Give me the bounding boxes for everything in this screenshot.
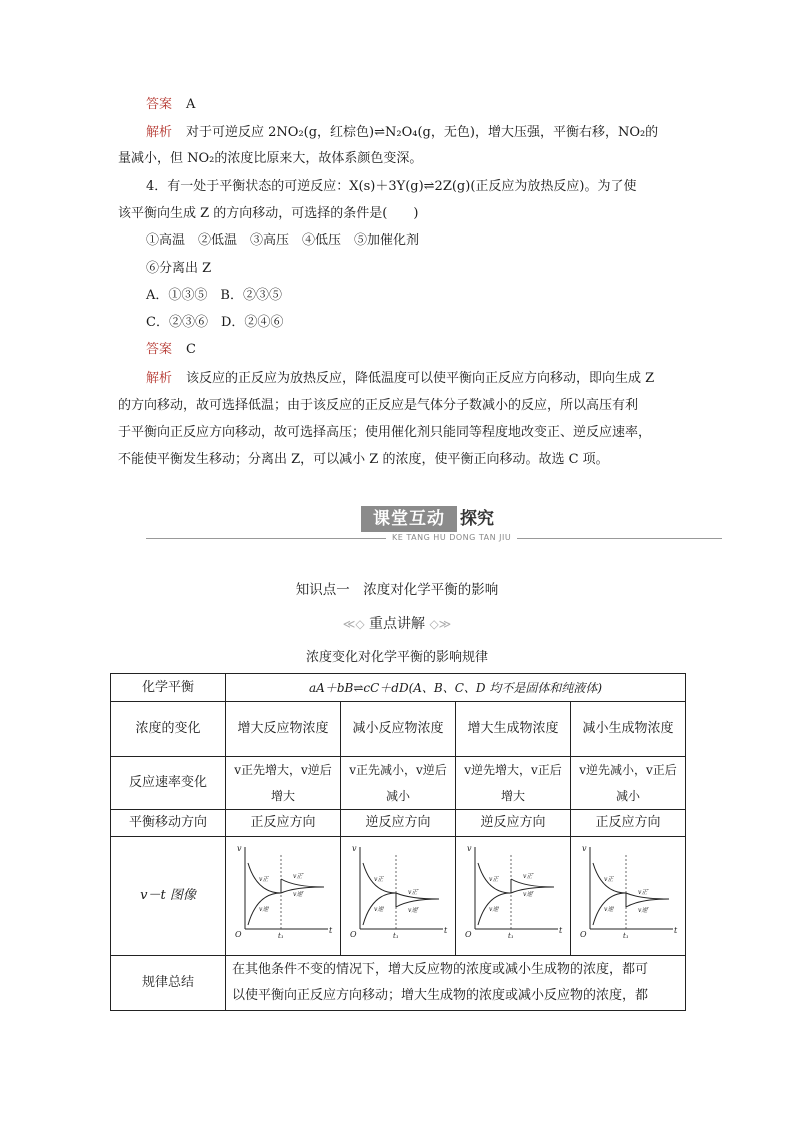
table-title: 浓度变化对化学平衡的影响规律	[305, 650, 488, 665]
row-header: v－t 图像	[111, 837, 226, 956]
row-header: 反应速率变化	[111, 757, 226, 810]
v-rev-prime-label: v逆′	[523, 891, 534, 898]
banner-rest: 探究	[460, 509, 494, 529]
summary-line-1: 在其他条件不变的情况下，增大反应物的浓度或减小生成物的浓度，都可	[232, 962, 649, 977]
table-cell: v逆先减小，v正后减小	[571, 757, 686, 810]
analysis2-text-1: 该反应的正反应为放热反应，降低温度可以使平衡向正反应方向移动，即向生成 Z	[186, 371, 655, 386]
question-text: 4．有一处于平衡状态的可逆反应：X(s)＋3Y(g)⇌2Z(g)(正反应为放热反应)。为了使	[146, 179, 637, 194]
v-fwd-prime-label: v正′	[408, 889, 419, 896]
jump-curve	[511, 879, 554, 887]
vt-graph	[578, 841, 678, 941]
v-fwd-prime-label: v正′	[523, 873, 534, 880]
v-axis-label: v	[582, 844, 587, 853]
jump-curve	[626, 899, 669, 907]
graph-cell	[456, 837, 571, 956]
origin-label: O	[350, 930, 357, 939]
answer-value-2: C	[186, 342, 196, 357]
v-axis-label: v	[352, 844, 357, 853]
t-axis-label: t	[674, 926, 678, 935]
answer-label-2: 答案	[146, 342, 173, 357]
answer-label: 答案	[146, 97, 173, 112]
table-cell: 增大生成物浓度	[456, 702, 571, 757]
table-cell: 正反应方向	[226, 810, 341, 837]
section-banner	[146, 504, 722, 546]
v-rev-label: v逆	[374, 906, 384, 913]
table-cell: 正反应方向	[571, 810, 686, 837]
graph-cell	[571, 837, 686, 956]
table-cell: 减小生成物浓度	[571, 702, 686, 757]
graph-cell	[226, 837, 341, 956]
analysis-line-2	[146, 366, 654, 392]
jump-curve	[281, 879, 324, 887]
v-fwd-label: v正	[489, 876, 499, 883]
summary-cell	[226, 956, 686, 1011]
subheading: ≪◇ 重点讲解 ◇≫	[342, 616, 452, 632]
vt-graph	[348, 841, 448, 941]
v-rev-prime-label: v逆′	[408, 907, 419, 914]
row-header: 化学平衡	[111, 674, 226, 702]
v-fwd-label: v正	[604, 876, 614, 883]
rule-table	[110, 673, 686, 1011]
banner-pinyin: KE TANG HU DONG TAN JIU	[386, 533, 517, 542]
origin-label: O	[235, 930, 242, 939]
v-fwd-prime-label: v正′	[293, 873, 304, 880]
v-fwd-label: v正	[374, 876, 384, 883]
t-axis-label: t	[559, 926, 563, 935]
vt-graph	[463, 841, 563, 941]
t-axis-label: t	[329, 926, 333, 935]
table-row	[111, 837, 686, 956]
jump-curve	[396, 899, 439, 907]
v-axis-label: v	[467, 844, 472, 853]
v-rev-prime-label: v逆′	[293, 891, 304, 898]
table-cell: v正先增大，v逆后增大	[226, 757, 341, 810]
v-rev-label: v逆	[604, 906, 614, 913]
table-cell: 逆反应方向	[456, 810, 571, 837]
table-cell: 增大反应物浓度	[226, 702, 341, 757]
table-row	[111, 956, 686, 1011]
origin-label: O	[465, 930, 472, 939]
summary-line-2: 以使平衡向正反应方向移动；增大生成物的浓度或减小反应物的浓度，都	[232, 988, 649, 1003]
table-cell: 减小反应物浓度	[341, 702, 456, 757]
row-header: 平衡移动方向	[111, 810, 226, 837]
banner-box: 课堂互动	[361, 506, 457, 532]
table-row	[111, 702, 686, 757]
table-cell: 逆反应方向	[341, 810, 456, 837]
answer-value: A	[186, 97, 196, 112]
v-fwd-label: v正	[259, 876, 269, 883]
answer-line-2	[146, 337, 196, 363]
equation-cell: aA＋bB⇌cC＋dD(A、B、C、D 均不是固体和纯液体)	[226, 674, 686, 702]
table-row	[111, 810, 686, 837]
analysis2-text-3: 于平衡向正反应方向移动，故可选择高压；使用催化剂只能同等程度地改变正、逆反应速率，	[118, 425, 652, 440]
v-axis-label: v	[237, 844, 242, 853]
table-row	[111, 757, 686, 810]
table-row	[111, 674, 686, 702]
v-rev-prime-label: v逆′	[638, 907, 649, 914]
analysis2-text-4: 不能使平衡发生移动；分离出 Z，可以减小 Z 的浓度，使平衡正向移动。故选 C 项。	[118, 452, 609, 467]
table-cell: v正先减小，v逆后减小	[341, 757, 456, 810]
vt-graph	[233, 841, 333, 941]
graph-cell	[341, 837, 456, 956]
v-rev-label: v逆	[489, 906, 499, 913]
t1-label: t₁	[393, 932, 399, 940]
row-header: 规律总结	[111, 956, 226, 1011]
analysis2-text-2: 的方向移动，故可选择低温；由于该反应的正反应是气体分子数减小的反应，所以高压有利	[118, 398, 639, 413]
t1-label: t₁	[623, 932, 629, 940]
choices-cd: C．②③⑥ D．②④⑥	[146, 315, 284, 330]
v-fwd-prime-label: v正′	[638, 889, 649, 896]
v-rev-label: v逆	[259, 906, 269, 913]
t1-label: t₁	[508, 932, 514, 940]
table-cell: v逆先增大，v正后增大	[456, 757, 571, 810]
subheading-text: 重点讲解	[369, 616, 425, 632]
analysis-label: 解析	[146, 125, 173, 140]
options-line: ①高温 ②低温 ③高压 ④低压 ⑤加催化剂	[146, 233, 420, 248]
choices-ab: A．①③⑤ B．②③⑤	[146, 288, 282, 303]
analysis-label-2: 解析	[146, 371, 173, 386]
t-axis-label: t	[444, 926, 448, 935]
answer-line	[118, 92, 196, 118]
analysis-line	[146, 120, 658, 146]
origin-label: O	[580, 930, 587, 939]
option-6: ⑥分离出 Z	[146, 261, 212, 276]
row-header: 浓度的变化	[111, 702, 226, 757]
t1-label: t₁	[278, 932, 284, 940]
question-text-2: 该平衡向生成 Z 的方向移动，可选择的条件是( )	[118, 206, 419, 221]
analysis-text-2: 量减小，但 NO₂的浓度比原来大，故体系颜色变深。	[118, 151, 423, 166]
analysis-text: 对于可逆反应 2NO₂(g，红棕色)⇌N₂O₄(g，无色)，增大压强，平衡右移，NO₂的	[186, 125, 659, 140]
section-title: 知识点一 浓度对化学平衡的影响	[295, 582, 499, 598]
